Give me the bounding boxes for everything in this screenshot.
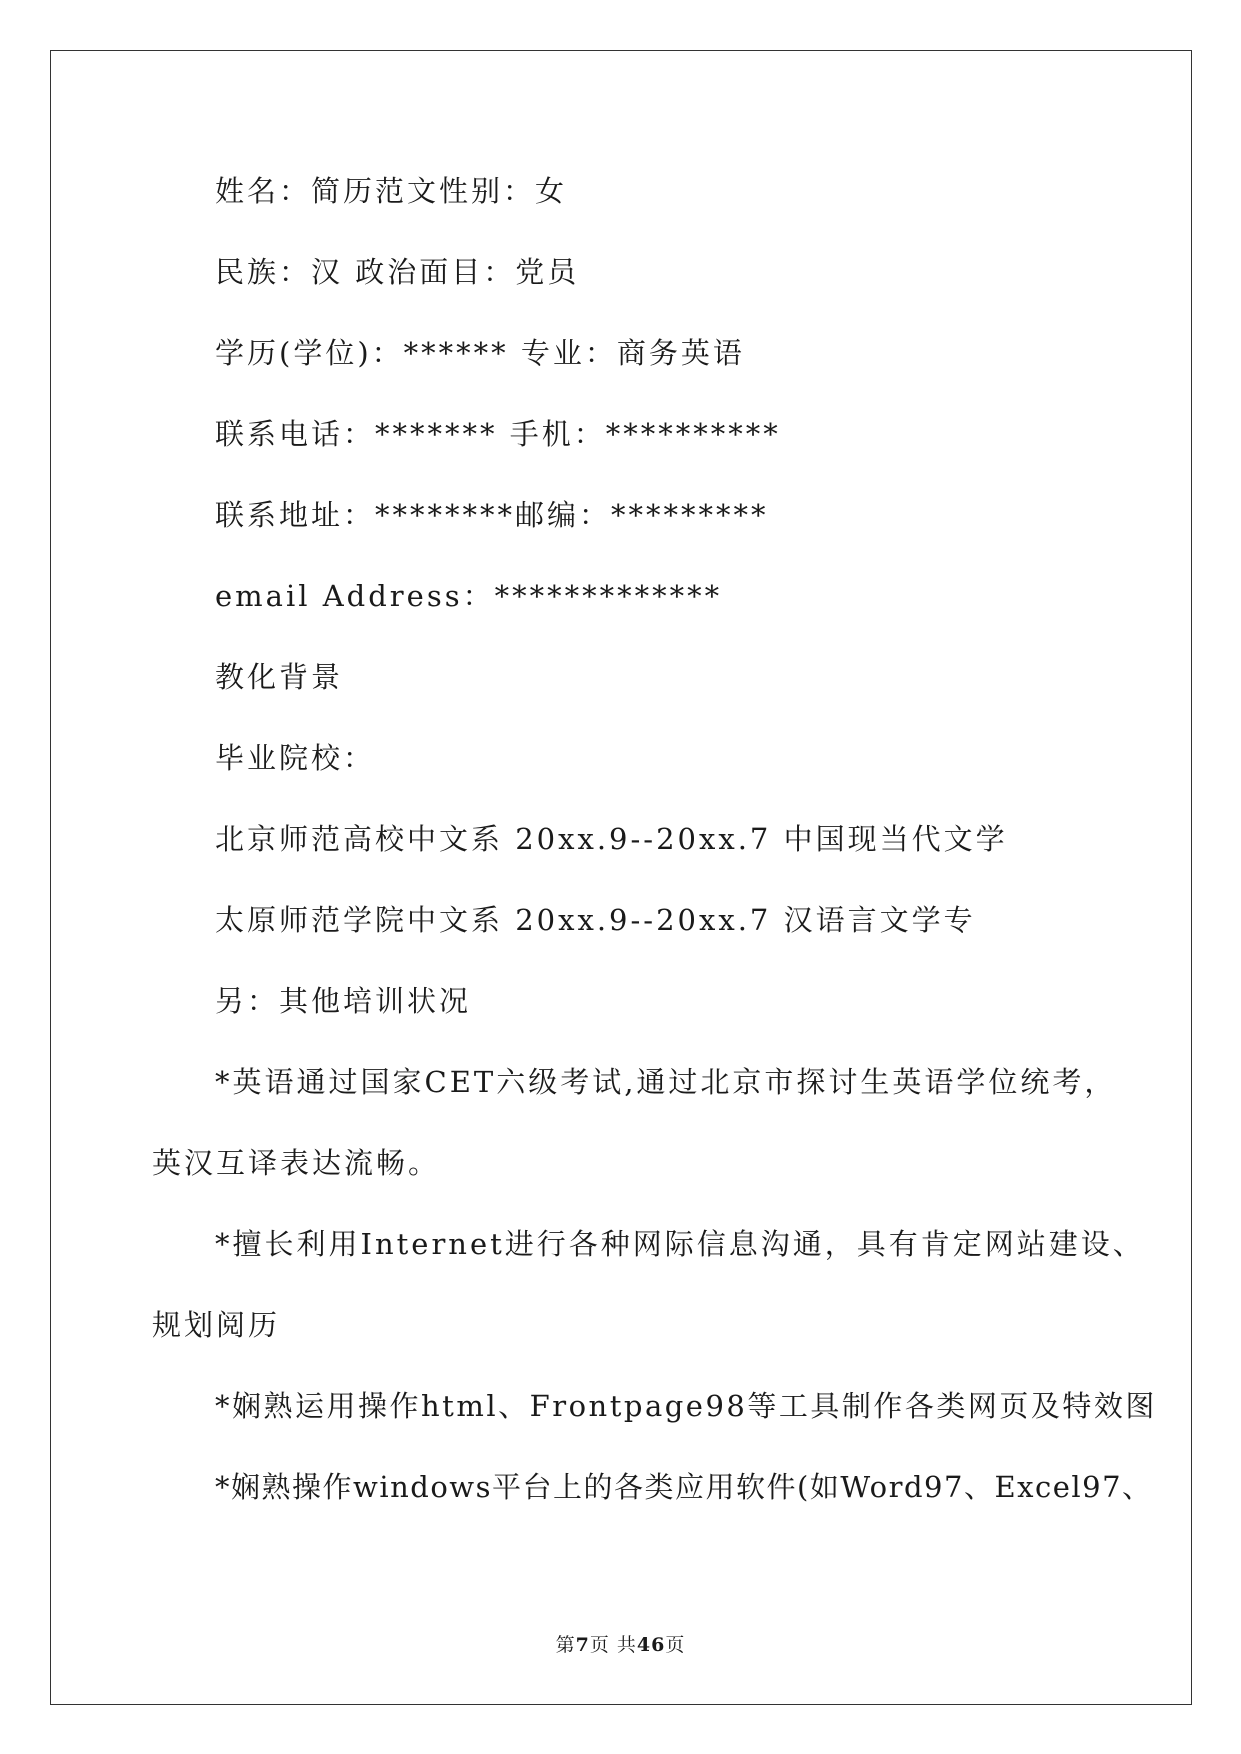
- text-line-internet-1: *擅长利用Internet进行各种网际信息沟通，具有肯定网站建设、: [215, 1227, 1145, 1261]
- text-line-html-skills: *娴熟运用操作html、Frontpage98等工具制作各类网页及特效图: [215, 1389, 1157, 1423]
- text-line-email: email Address：*************: [215, 579, 723, 613]
- section-heading-education: 教化背景: [215, 660, 344, 694]
- text-line-internet-2: 规划阅历: [152, 1308, 281, 1342]
- footer-prefix: 第: [555, 1634, 576, 1656]
- page-border: [50, 50, 1192, 1705]
- text-line-phone-mobile: 联系电话：******* 手机：**********: [215, 417, 781, 451]
- text-line-school-label: 毕业院校：: [215, 741, 376, 775]
- footer-total-pages: 46: [636, 1634, 666, 1656]
- text-line-windows-skills: *娴熟操作windows平台上的各类应用软件(如Word97、Excel97、: [215, 1470, 1153, 1504]
- text-line-degree-major: 学历(学位)：****** 专业：商务英语: [215, 336, 745, 370]
- text-line-school-2: 太原师范学院中文系 20xx.9--20xx.7 汉语言文学专: [215, 903, 976, 937]
- footer-middle: 页 共: [589, 1634, 637, 1656]
- page-footer: [0, 1633, 1241, 1657]
- footer-suffix: 页: [665, 1634, 686, 1656]
- text-line-ethnicity-politics: 民族：汉 政治面目：党员: [215, 255, 580, 289]
- text-line-english-1: *英语通过国家CET六级考试,通过北京市探讨生英语学位统考，: [215, 1065, 1117, 1099]
- text-line-english-2: 英汉互译表达流畅。: [152, 1146, 441, 1180]
- text-line-other-training: 另：其他培训状况: [215, 984, 472, 1018]
- text-line-address-zip: 联系地址：********邮编：*********: [215, 498, 769, 532]
- text-line-name-gender: 姓名：简历范文性别：女: [215, 174, 568, 208]
- footer-current-page: 7: [575, 1634, 590, 1656]
- text-line-school-1: 北京师范高校中文系 20xx.9--20xx.7 中国现当代文学: [215, 822, 1008, 856]
